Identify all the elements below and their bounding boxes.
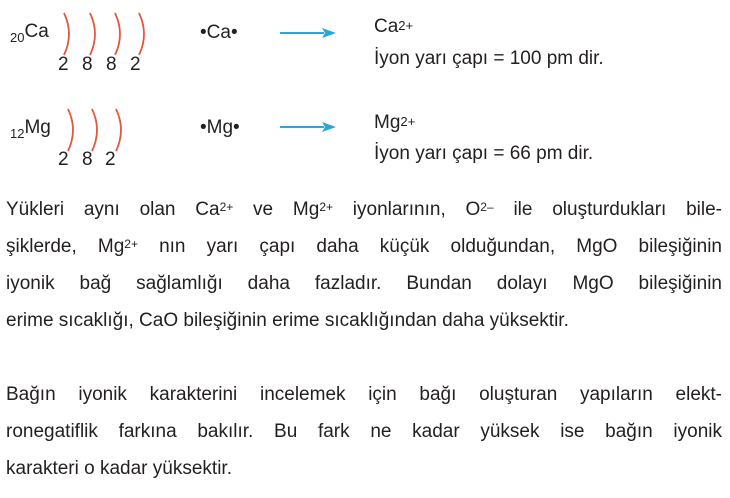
- paragraph-line: iyonik bağ sağlamlığı daha fazladır. Bundan dolayı MgO bileşiğinin: [6, 273, 722, 294]
- mg-element-symbol: [10, 117, 51, 139]
- ca-shell-arc-2: [90, 13, 95, 55]
- paragraph-line: Yükleri aynı olan $Ca^{2+}$ ve $Mg^{2+}$ iyonlarının, $O^{2-}$ ile oluşturdukları bile-: [6, 199, 722, 220]
- ca-shell-count: 8: [106, 54, 117, 75]
- mg-shell-arc-1: [68, 109, 73, 151]
- ca-shell-count: 8: [82, 54, 93, 75]
- mg-symbol: Mg: [24, 117, 51, 138]
- ca-shell-count: 2: [58, 54, 69, 75]
- paragraph-ionic-strength: [6, 191, 722, 339]
- mg-shell-arc-3: [116, 109, 121, 151]
- mg-shell-arc-2: [92, 109, 97, 151]
- ca-shell-arc-1: [64, 13, 69, 55]
- mg-shell-count: 2: [105, 149, 116, 170]
- ca-symbol: Ca: [24, 21, 49, 42]
- ca-arrow-icon: [278, 26, 338, 40]
- paragraph-line: şiklerde, $Mg^{2+}$ nın yarı çapı daha küçük olduğundan, MgO bileşiğinin: [6, 236, 722, 257]
- ca-shell-count: 2: [130, 54, 141, 75]
- ca-shell-arcs: [60, 10, 180, 60]
- paragraph-line: karakteri o kadar yüksektir.: [6, 458, 232, 479]
- mg-shell-count: 2: [58, 149, 69, 170]
- ca-ion: [374, 16, 413, 38]
- mg-lewis-structure: •Mg•: [200, 117, 240, 138]
- ca-atomic-number: 20: [10, 30, 25, 45]
- paragraph-line: ronegatiflik farkına bakılır. Bu fark ne kadar yüksek ise bağın iyonik: [6, 421, 722, 442]
- paragraph-line: erime sıcaklığı, CaO bileşiğinin erime sıcaklığından daha yüksektir.: [6, 310, 569, 331]
- ca-ion-charge: 2+: [398, 18, 414, 33]
- mg-ion-radius: İyon yarı çapı = 66 pm dir.: [374, 143, 594, 164]
- ca-shell-arc-3: [115, 13, 120, 55]
- ca-element-symbol: [10, 21, 49, 43]
- mg-ion-symbol: Mg: [374, 112, 401, 133]
- ca-lewis-structure: •Ca•: [200, 22, 238, 43]
- mg-arrow-icon: [278, 120, 338, 134]
- ca-ion-symbol: Ca: [374, 16, 399, 37]
- ca-ion-radius: İyon yarı çapı = 100 pm dir.: [374, 48, 604, 69]
- mg-ion-charge: 2+: [400, 114, 416, 129]
- mg-atomic-number: 12: [10, 126, 25, 141]
- paragraph-ionic-character: [6, 376, 722, 487]
- ca-shell-arc-4: [139, 13, 144, 55]
- mg-ion: [374, 112, 415, 134]
- mg-shell-count: 8: [82, 149, 93, 170]
- paragraph-line: Bağın iyonik karakterini incelemek için bağı oluşturan yapıların elekt-: [6, 384, 722, 405]
